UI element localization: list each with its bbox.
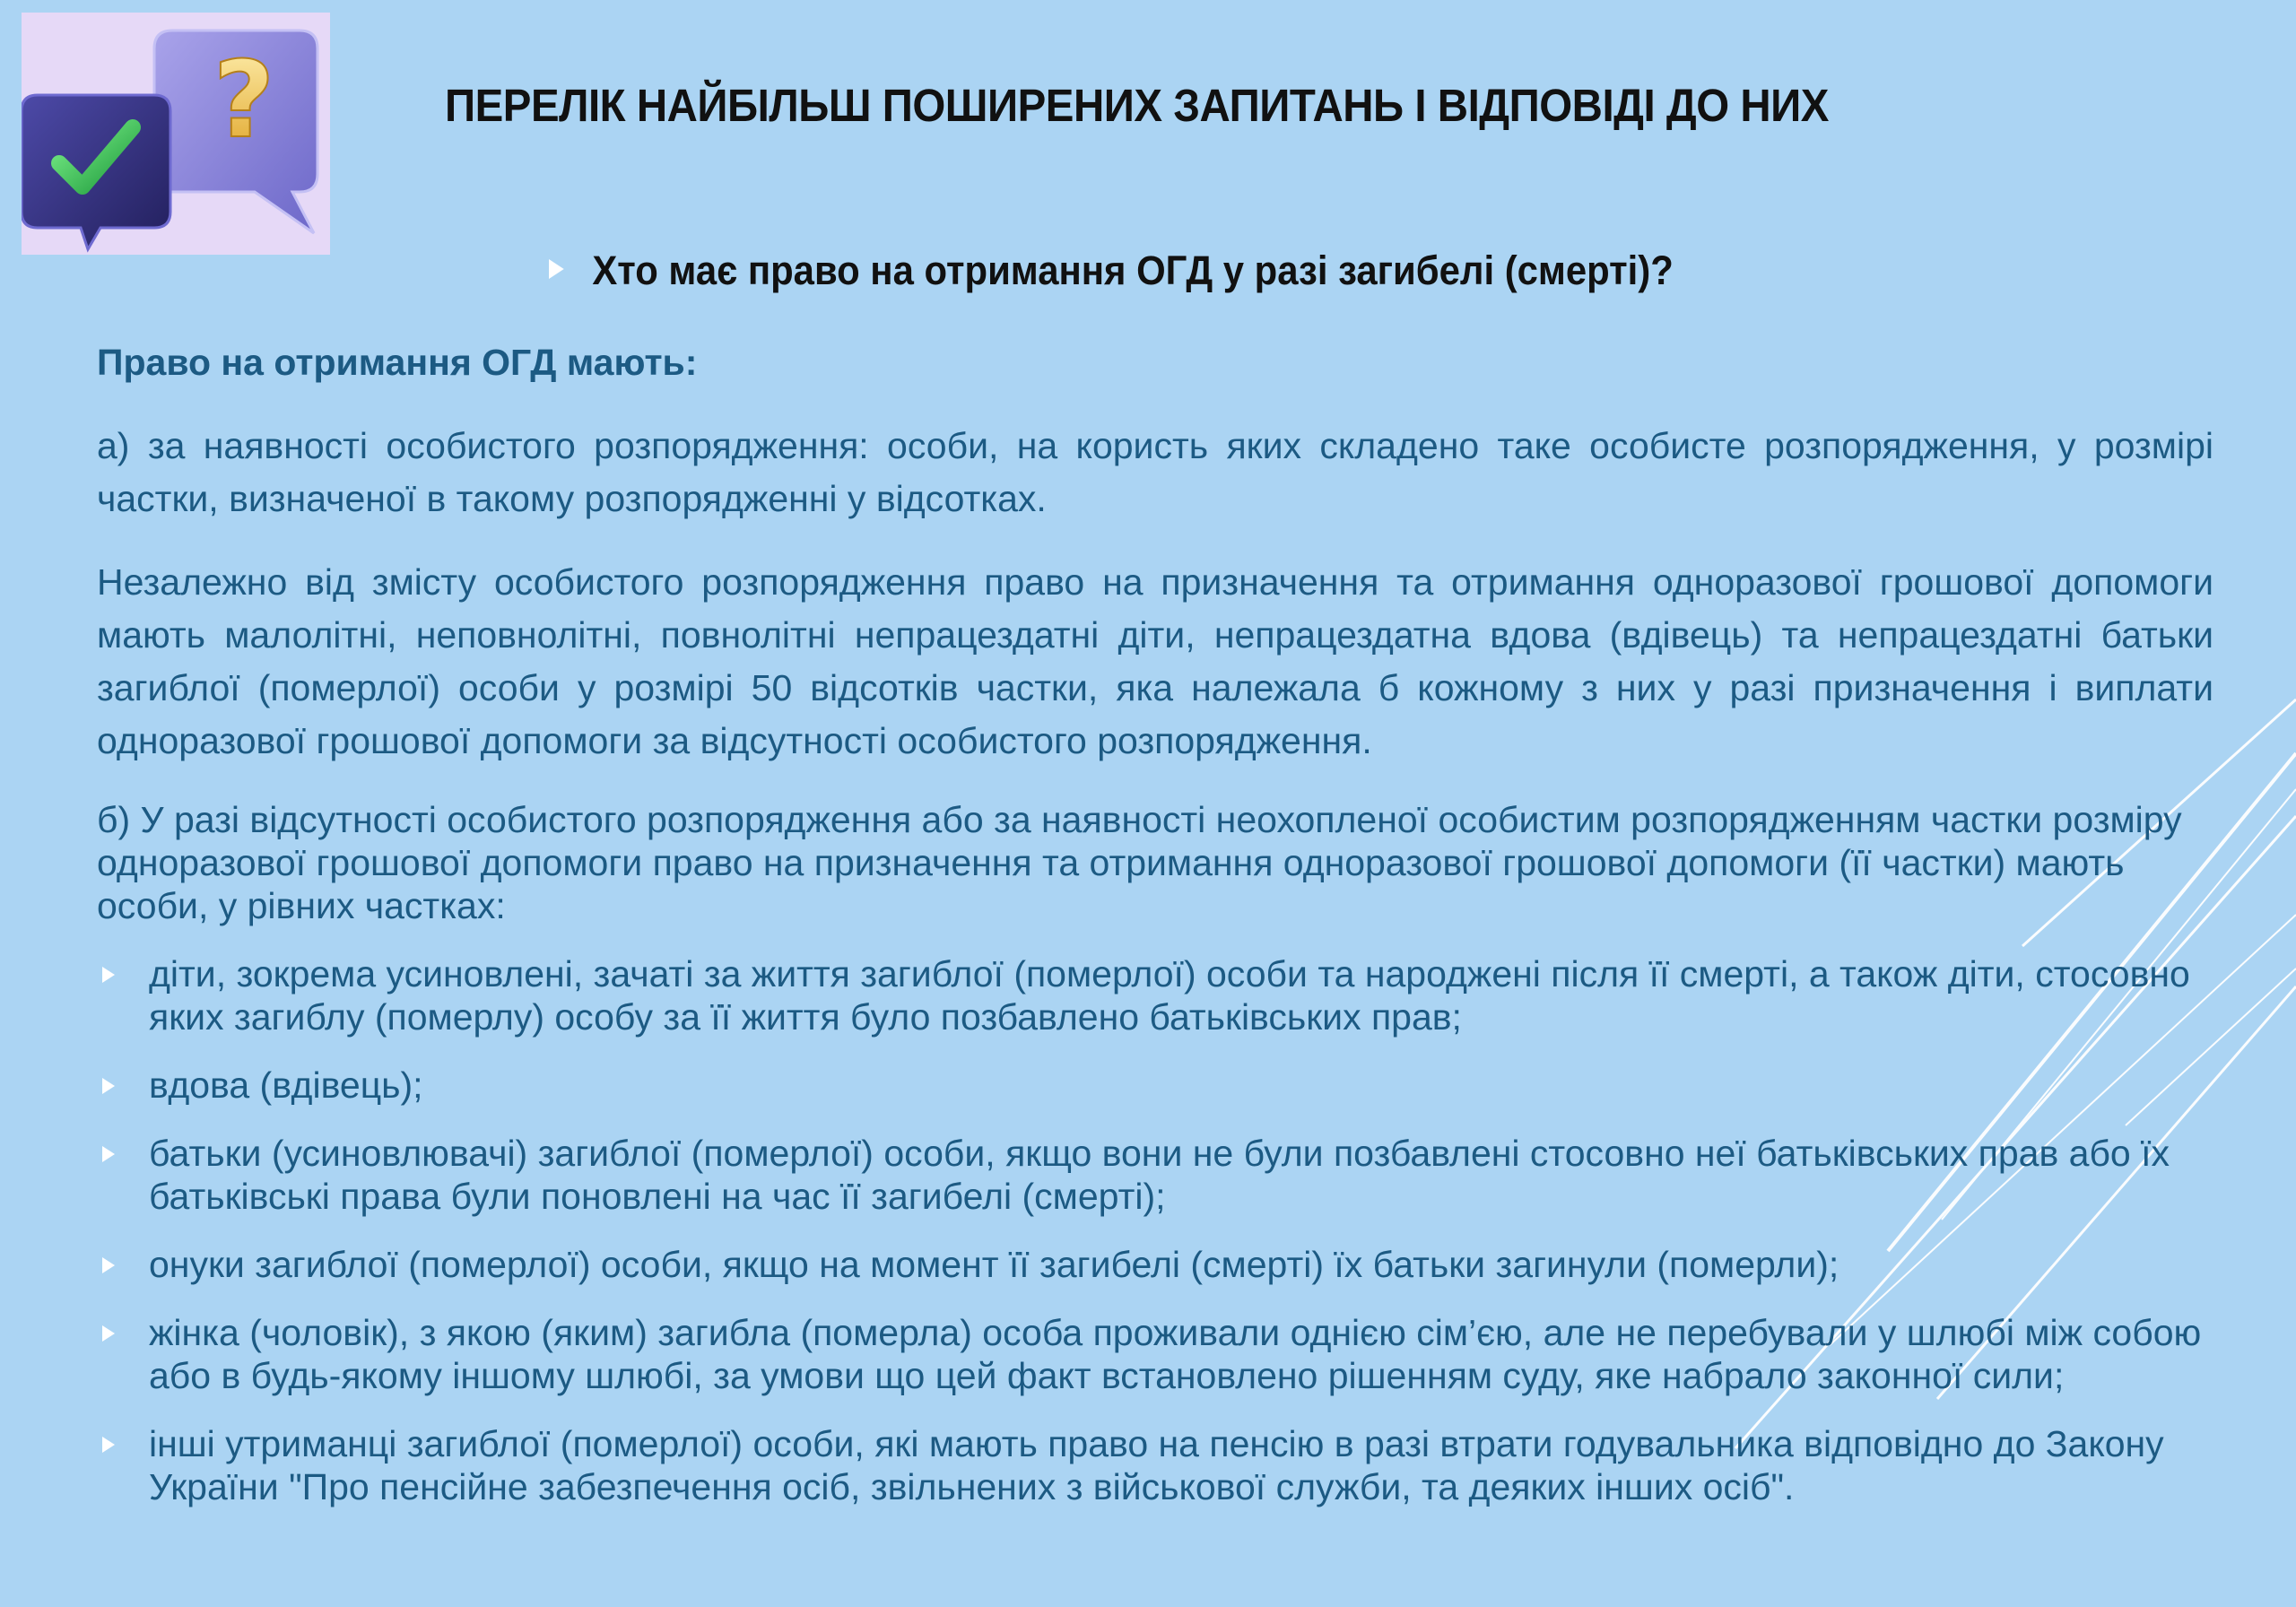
- triangle-bullet-icon: [102, 1437, 115, 1453]
- list-item-text: жінка (чоловік), з якою (яким) загибла (померла) особа проживали однією сім’єю, але не перебували у шлюбі між собою або в будь-якому іншому шлюбі, за умови що цей факт встановлено рішенням суду, яке набрало законної сили;: [149, 1312, 2202, 1396]
- eligible-persons-list: [97, 952, 2213, 1508]
- list-item: [97, 1064, 2213, 1107]
- list-item-text: онуки загиблої (померлої) особи, якщо на момент її загибелі (смерті) їх батьки загинули (померли);: [149, 1244, 1839, 1285]
- triangle-bullet-icon: [102, 967, 115, 983]
- list-item-text: діти, зокрема усиновлені, зачаті за життя загиблої (померлої) особи та народжені після її смерті, а також діти, стосовно яких загиблу (померлу) особу за її життя було позбавлено батьківських прав;: [149, 953, 2190, 1038]
- list-item-text: батьки (усиновлювачі) загиблої (померлої) особи, якщо вони не були позбавлені стосовно неї батьківських прав або їх батьківські права були поновлені на час її загибелі (смерті);: [149, 1133, 2170, 1217]
- triangle-bullet-icon: [549, 259, 564, 279]
- triangle-bullet-icon: [102, 1257, 115, 1273]
- answer-content: [97, 339, 2213, 1533]
- paragraph-b: б) У разі відсутності особистого розпорядження або за наявності неохопленої особистим розпорядженням частки розміру одноразової грошової допомоги право на призначення та отримання одноразової грошової допомоги (її частки) мають особи, у рівних частках:: [97, 799, 2182, 926]
- list-item: [97, 952, 2213, 1038]
- question-text: Хто має право на отримання ОГД у разі загибелі (смерті)?: [592, 248, 1674, 293]
- list-item: [97, 1422, 2213, 1508]
- svg-text:?: ?: [213, 38, 275, 161]
- answer-heading: Право на отримання ОГД мають:: [97, 342, 698, 383]
- paragraph-a: а) за наявності особистого розпорядження: особи, на користь яких складено таке особисте розпорядження, у розмірі частки, визначеної в такому розпорядженні у відсотках.: [97, 425, 2213, 519]
- faq-speech-bubbles-icon: [22, 13, 330, 255]
- triangle-bullet-icon: [102, 1146, 115, 1162]
- slide-title: ПЕРЕЛІК НАЙБІЛЬШ ПОШИРЕНИХ ЗАПИТАНЬ І ВІДПОВІДІ ДО НИХ: [445, 80, 1829, 131]
- list-item: [97, 1243, 2213, 1286]
- question-line: [549, 248, 1674, 294]
- list-item: [97, 1132, 2213, 1218]
- faq-logo: [22, 13, 330, 255]
- list-item: [97, 1311, 2213, 1397]
- list-item-text: інші утриманці загиблої (померлої) особи, які мають право на пенсію в разі втрати годувальника відповідно до Закону України "Про пенсійне забезпечення осіб, звільнених з військової служби, та деяких інших осіб".: [149, 1423, 2164, 1507]
- list-item-text: вдова (вдівець);: [149, 1064, 423, 1106]
- triangle-bullet-icon: [102, 1325, 115, 1342]
- paragraph-regardless: Незалежно від змісту особистого розпорядження право на призначення та отримання одноразової грошової допомоги мають малолітні, неповнолітні, повнолітні непрацездатні діти, непрацездатна вдова (вдівець) та непрацездатні батьки загиблої (померлої) особи у розмірі 50 відсотків частки, яка належала б кожному з них у разі призначення і виплати одноразової грошової допомоги за відсутності особистого розпорядження.: [97, 561, 2213, 761]
- triangle-bullet-icon: [102, 1078, 115, 1094]
